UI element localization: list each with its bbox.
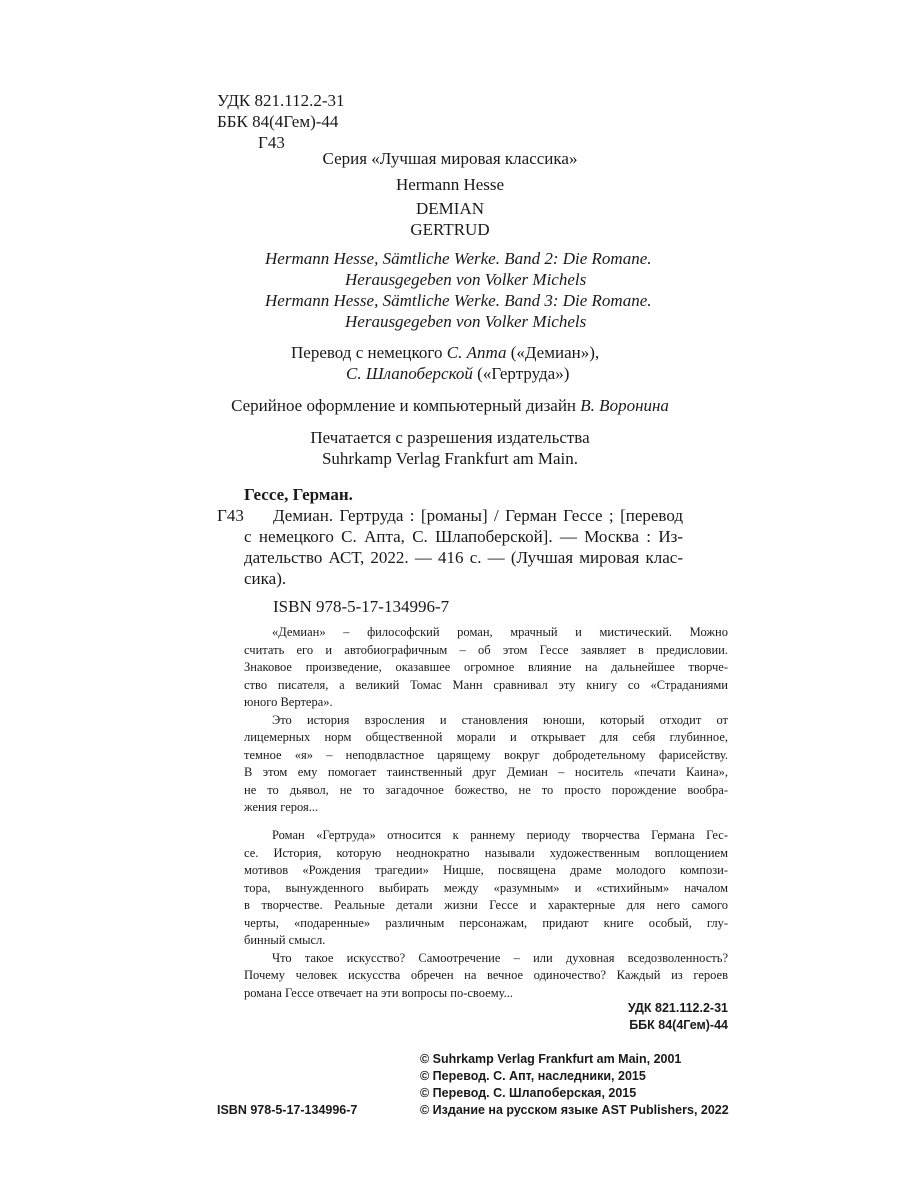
translator-2: С. Шлапоберской	[346, 364, 473, 383]
annotation-p3-line-6: черты, «подаренные» различным персонажам, придают книге особый, глу-	[244, 915, 728, 930]
udk-bottom: УДК 821.112.2-31	[627, 1001, 728, 1015]
annotation-p2-line-1: Это история взросления и становления юноши, который отходит от	[272, 712, 728, 727]
annotation-p4-line-1: Что такое искусство? Самоотречение – или духовная вседозволенность?	[272, 950, 728, 965]
catalog-line-3: дательство АСТ, 2022. — 416 с. — (Лучшая мировая клас-	[244, 548, 683, 567]
translation-suffix-1: («Демиан»),	[506, 343, 600, 362]
annotation-p3-line-3: мотивов «Рождения трагедии» Ницше, посвящена драме молодого компози-	[244, 863, 728, 877]
source-line-1: Hermann Hesse, Sämtliche Werke. Band 2: Die Romane.	[265, 249, 652, 268]
series-line: Серия «Лучшая мировая классика»	[322, 149, 578, 168]
annotation-p3-line-4: тора, вынужденного выбирать между «разумным» и «стихийным» началом	[244, 880, 728, 895]
author-original: Hermann Hesse	[395, 175, 505, 194]
code-top: Г43	[258, 133, 285, 152]
annotation-p1-line-3: Знаковое произведение, оказавшее огромное влияние на дальнейшее творче-	[244, 660, 728, 674]
annotation-p3-line-1: Роман «Гертруда» относится к раннему периоду творчества Германа Гес-	[272, 828, 728, 842]
translation-prefix: Перевод с немецкого	[291, 343, 447, 362]
annotation-p2-line-2: лицемерных норм общественной морали и открывает для себя глубинное,	[244, 730, 728, 744]
annotation-p4-line-2: Почему человек искусства обречен на вечное одиночество? Каждый из героев	[244, 968, 728, 982]
annotation-p3-line-7: бинный смысл.	[244, 933, 326, 947]
designer-name: В. Воронина	[580, 396, 669, 415]
annotation-p3-line-5: в творчестве. Реальные детали жизни Гессе и характерные для него самого	[244, 898, 728, 912]
permission-line-2: Suhrkamp Verlag Frankfurt am Main.	[321, 449, 579, 468]
translation-line-1	[291, 342, 599, 363]
bbk-top: ББК 84(4Гем)-44	[217, 112, 339, 131]
bbk-bottom: ББК 84(4Гем)-44	[629, 1018, 728, 1032]
source-line-3: Hermann Hesse, Sämtliche Werke. Band 3: Die Romane.	[265, 291, 652, 310]
copyright-line-4: © Издание на русском языке AST Publishers, 2022	[420, 1103, 729, 1117]
translation-suffix-2: («Гертруда»)	[472, 364, 570, 383]
design-prefix: Серийное оформление и компьютерный дизайн	[231, 396, 581, 415]
annotation-p4-line-3: романа Гессе отвечает на эти вопросы по-своему...	[244, 985, 513, 1000]
catalog-heading: Гессе, Герман.	[244, 485, 353, 504]
annotation-p2-line-6: жения героя...	[244, 800, 319, 814]
copyright-line-1: © Suhrkamp Verlag Frankfurt am Main, 2001	[420, 1052, 682, 1066]
isbn-bottom: ISBN 978-5-17-134996-7	[217, 1103, 358, 1117]
catalog-isbn: ISBN 978-5-17-134996-7	[273, 597, 450, 616]
title-gertrud: GERTRUD	[410, 220, 490, 239]
annotation-p1-line-5: юного Вертера».	[244, 695, 333, 709]
copyright-line-3: © Перевод. С. Шлапоберская, 2015	[420, 1086, 637, 1100]
source-line-2: Herausgegeben von Volker Michels	[345, 270, 587, 289]
annotation-p1-line-4: ство писателя, а великий Томас Манн сравнивал эту книгу со «Страданиями	[244, 677, 728, 692]
source-line-4: Herausgegeben von Volker Michels	[345, 312, 587, 331]
annotation-p1-line-1: «Демиан» – философский роман, мрачный и мистический. Можно	[272, 625, 728, 639]
annotation-p2-line-5: не то дьявол, не то загадочное божество, не то просто порождение вообра-	[244, 782, 728, 797]
annotation-p3-line-2: се. История, которую неоднократно называли художественным воплощением	[244, 845, 728, 860]
catalog-code: Г43	[217, 506, 244, 525]
annotation-p2-line-3: темное «я» – неподвластное царящему вокруг добродетельному фарисейству.	[244, 747, 728, 762]
udk-top: УДК 821.112.2-31	[217, 91, 345, 110]
annotation-p1-line-2: считать его и автобиографичным – об этом Гессе заявляет в предисловии.	[244, 642, 728, 657]
catalog-line-2: с немецкого С. Апта, С. Шлапоберской]. — Москва : Из-	[244, 527, 683, 546]
translation-line-2	[346, 363, 569, 384]
catalog-line-4: сика).	[244, 569, 287, 588]
annotation-p2-line-4: В этом ему помогает таинственный друг Демиан – носитель «печати Каина»,	[244, 765, 728, 779]
copyright-line-2: © Перевод. С. Апт, наследники, 2015	[420, 1069, 646, 1083]
design-line	[0, 395, 900, 416]
title-demian: DEMIAN	[416, 199, 484, 218]
translator-1: С. Апта	[446, 343, 507, 362]
catalog-line-1: Демиан. Гертруда : [романы] / Герман Гессе ; [перевод	[273, 506, 683, 525]
permission-line-1: Печатается с разрешения издательства	[310, 428, 590, 447]
